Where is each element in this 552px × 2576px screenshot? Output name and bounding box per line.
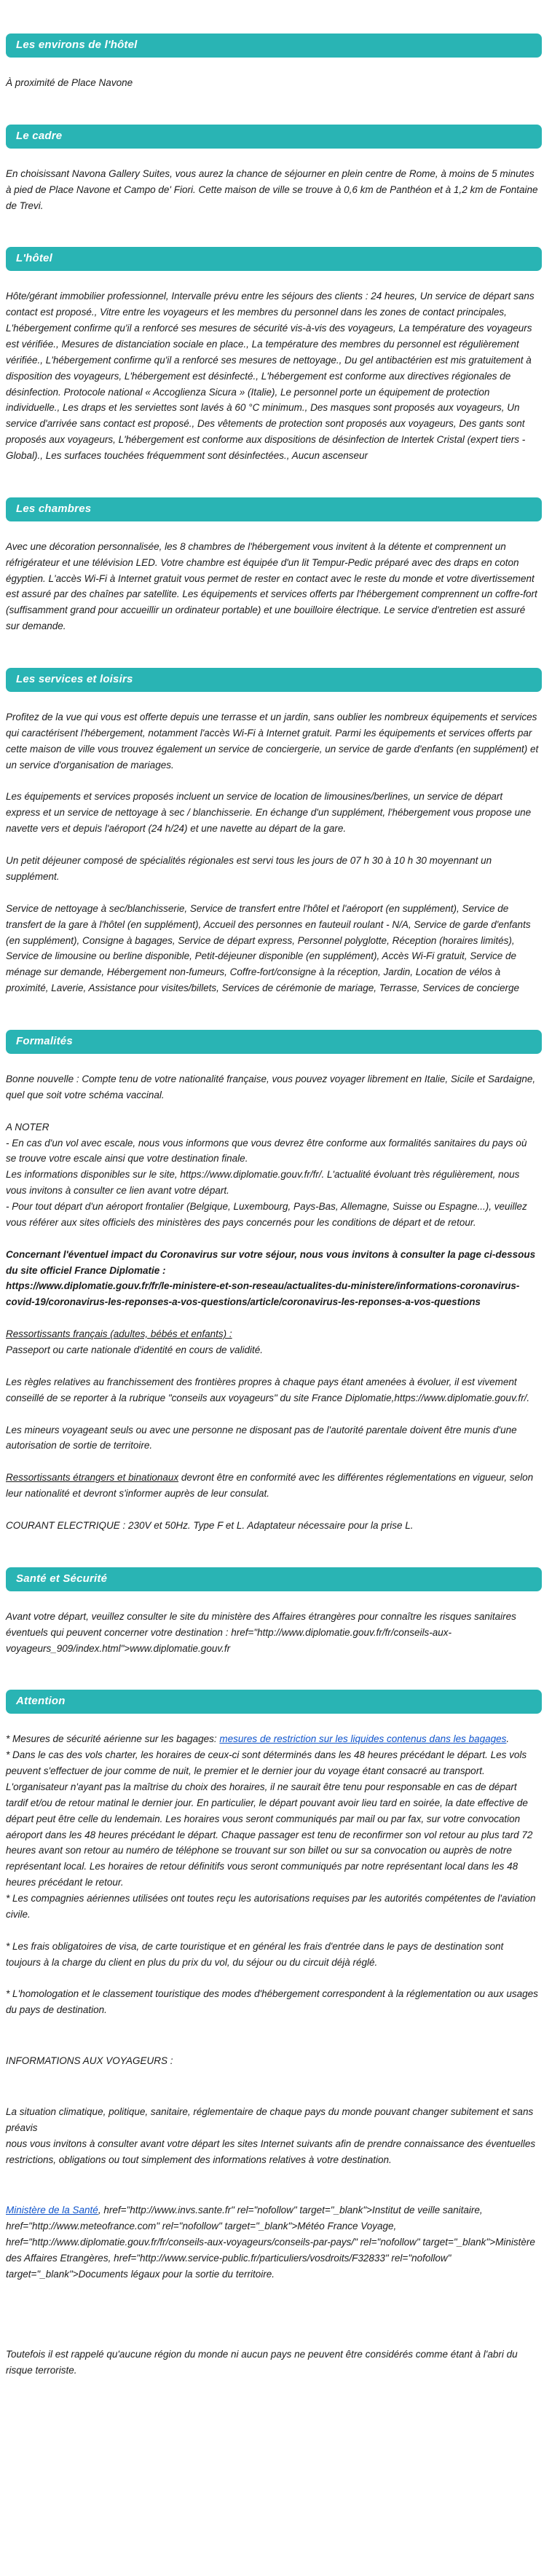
section-formalites-paragraph-9 — [6, 1342, 543, 1358]
section-formalites-paragraph-2 — [6, 1119, 543, 1135]
section-header-sante-securite — [6, 1567, 542, 1591]
text-run: - Pour tout départ d'un aéroport frontalier (Belgique, Luxembourg, Pays-Bas, Allemagne, Suisse ou Espagne...), veuillez vous référer aux sites officiels des ministères des pays concernés pour les conditions de départ et de retour. — [6, 1200, 527, 1228]
text-run: * Les frais obligatoires de visa, de carte touristique et en général les frais d'entrée dans le pays de destination sont toujours à la charge du client en plus du prix du vol, du séjour ou du circuit déjà réglé. — [6, 1940, 504, 1968]
section-header-environs — [6, 34, 542, 58]
section-services-loisirs-paragraph-2 — [6, 789, 543, 837]
text-run: * Mesures de sécurité aérienne sur les bagages: — [6, 1733, 220, 1745]
section-hotel-paragraph-1 — [6, 288, 543, 463]
text-run: Bonne nouvelle : Compte tenu de votre nationalité française, vous pouvez voyager librement en Italie, Sicile et Sardaigne, quel que soit votre schéma vaccinal. — [6, 1073, 536, 1100]
section-attention-paragraph-7 — [6, 2104, 543, 2136]
ministere-sante-link[interactable]: Ministère de la Santé — [6, 2205, 98, 2216]
text-run: Les équipements et services proposés incluent un service de location de limousines/berlines, un service de départ express et un service de nettoyage à sec / blanchisserie. En échange d'un supplément, l'hébergement vous propose une navette vers et depuis l'aéroport (24 h/24) et une navette au départ de la gare. — [6, 791, 532, 835]
section-header-services-loisirs — [6, 668, 542, 692]
text-run: nous vous invitons à consulter avant votre départ les sites Internet suivants afin de prendre connaissance des éventuelles restrictions, obligations ou tout simplement des informations relatives à votre destination. — [6, 2138, 536, 2165]
text-run: . — [506, 1733, 510, 1745]
section-formalites-paragraph-10 — [6, 1374, 543, 1406]
section-services-loisirs-paragraph-1 — [6, 709, 543, 773]
section-header-cadre — [6, 125, 542, 149]
section-title-chambres: Les chambres — [16, 502, 92, 515]
section-services-loisirs-paragraph-3 — [6, 853, 543, 885]
text-run: * Dans le cas des vols charter, les horaires de ceux-ci sont déterminés dans les 48 heures précédant le départ. Les vols peuvent s'effectuer de jour comme de nuit, le premier et le dernier jour du voyage étant consacré au transport. L'organisateur n'ayant pas la maîtrise du choix des horaires, il ne saurait être tenu pour responsable en cas de départ tardif et/ou de retour matinal le dernier jour. En particulier, le départ pouvant avoir lieu tard en soirée, la date effective de départ peut être celle du lendemain. Les horaires vous seront communiqués par mail ou par fax, sur votre convocation aéroport dans les 48 heures précédant le départ. Chaque passager est tenu de reconfirmer son vol retour au plus tard 72 heures avant son retour au numéro de téléphone se trouvant sur son billet ou sur sa convocation ou auprès de notre représentant local. Les horaires de retour définitifs vous seront communiqués par notre représentant local dans les 48 heures précédant le retour. — [6, 1749, 533, 1888]
section-attention-paragraph-4 — [6, 1939, 543, 1971]
section-formalites-paragraph-1 — [6, 1071, 543, 1103]
section-hotel — [6, 247, 543, 463]
section-environs-paragraph-1 — [6, 75, 543, 91]
text-run: A NOTER — [6, 1121, 50, 1133]
section-formalites-paragraph-4 — [6, 1167, 543, 1199]
section-services-loisirs-paragraph-4 — [6, 901, 543, 996]
section-title-environs: Les environs de l'hôtel — [16, 39, 138, 51]
section-title-hotel: L'hôtel — [16, 252, 52, 265]
text-run: En choisissant Navona Gallery Suites, vous aurez la chance de séjourner en plein centre de Rome, à moins de 5 minutes à pied de Place Navone et Campo de' Fiori. Cette maison de ville se trouve à 0,6 km de Panthéon et à 1,2 km de Fontaine de Trevi. — [6, 168, 538, 211]
section-formalites-paragraph-5 — [6, 1199, 543, 1231]
section-attention — [6, 1690, 543, 2378]
baggage-liquids-restrictions-link[interactable]: mesures de restriction sur les liquides contenus dans les bagages — [219, 1733, 507, 1745]
section-environs — [6, 34, 543, 91]
section-chambres — [6, 497, 543, 634]
section-attention-paragraph-10 — [6, 2347, 543, 2379]
section-title-formalites: Formalités — [16, 1034, 73, 1047]
text-run: * L'homologation et le classement touristique des modes d'hébergement correspondent à la réglementation ou aux usages du pays de destination. — [6, 1988, 538, 2016]
section-services-loisirs — [6, 668, 543, 996]
section-attention-paragraph-3 — [6, 1891, 543, 1923]
section-header-chambres — [6, 497, 542, 521]
section-formalites-paragraph-8 — [6, 1326, 543, 1342]
text-run: Les informations disponibles sur le site, https://www.diplomatie.gouv.fr/fr/. L'actualité évoluant très régulièrement, nous vous invitons à consulter ce lien avant votre départ. — [6, 1169, 520, 1197]
section-title-services-loisirs: Les services et loisirs — [16, 673, 133, 686]
text-run: INFORMATIONS AUX VOYAGEURS : — [6, 2055, 173, 2067]
section-title-sante-securite: Santé et Sécurité — [16, 1572, 108, 1585]
section-formalites-paragraph-12 — [6, 1470, 543, 1502]
section-formalites-paragraph-7 — [6, 1278, 543, 1310]
section-title-cadre: Le cadre — [16, 129, 63, 142]
section-cadre-paragraph-1 — [6, 166, 543, 214]
text-run: devront être en conformité avec les différentes réglementations en vigueur, selon leur nationalité et devront s'informer auprès de leur consulat. — [6, 1472, 534, 1500]
section-attention-paragraph-5 — [6, 1986, 543, 2018]
text-run: Passeport ou carte nationale d'identité en cours de validité. — [6, 1344, 264, 1355]
text-run: Profitez de la vue qui vous est offerte depuis une terrasse et un jardin, sans oublier les nombreux équipements et services qui caractérisent l'hébergement, notamment l'accès Wi-Fi à Internet gratuit. Parmi les équipements et services offerts par cette maison de ville vous trouvez également un service de conciergerie, un service de garde d'enfants (en supplément) et un service d'organisation de mariages. — [6, 712, 539, 771]
section-attention-paragraph-9 — [6, 2202, 543, 2282]
section-header-formalites — [6, 1030, 542, 1054]
text-run: Avec une décoration personnalisée, les 8 chambres de l'hébergement vous invitent à la détente et comprennent un réfrigérateur et une télévision LED. Votre chambre est équipée d'un lit Tempur-Pedic préparé avec des draps en coton égyptien. L'accès Wi-Fi à Internet gratuit vous permet de rester en contact avec le reste du monde et votre divertissement est assuré par des chaînes par satellite. Les équipements et services offerts par l'hébergement comprennent un coffre-fort (suffisamment grand pour accueillir un ordinateur portable) et une bouilloire électrique. Le service d'entretien est assuré sur demande. — [6, 540, 537, 632]
section-formalites-paragraph-3 — [6, 1135, 543, 1167]
section-chambres-paragraph-1 — [6, 539, 543, 634]
text-run: , href="http://www.invs.sante.fr" rel="nofollow" target="_blank">Institut de veille sanitaire, href="http://www.meteofrance.com" rel="nofollow" target="_blank">Météo France Voyage, href="http://www.diplomatie.gouv.fr/fr/conseils-aux-voyageurs/conseils-par-pays/" rel="nofollow" target="_blank">Ministère des Affaires Etrangères, href="http://www.service-public.fr/particuliers/vosdroits/F32833" rel="nofollow" target="_blank">Documents légaux pour la sortie du territoire. — [6, 2205, 535, 2280]
text-run: Avant votre départ, veuillez consulter le site du ministère des Affaires étrangères pour connaître les risques sanitaires éventuels qui peuvent concerner votre destination : href="http://www.diplomatie.gouv.fr/fr/conseils-aux-voyageurs_909/index.html">www.diplomatie.gouv.fr — [6, 1610, 516, 1654]
section-cadre — [6, 125, 543, 214]
text-run: Ressortissants français (adultes, bébés et enfants) : — [6, 1328, 232, 1340]
text-run: Les règles relatives au franchissement des frontières propres à chaque pays étant amenées à évoluer, il est vivement conseillé de se reporter à la rubrique "conseils aux voyageurs" du site France Diplomatie,https://www.diplomatie.gouv.fr/. — [6, 1376, 530, 1403]
text-run: Concernant l'éventuel impact du Coronavirus sur votre séjour, nous vous invitons à consulter la page ci-dessous du site officiel France Diplomatie : — [6, 1248, 536, 1276]
section-attention-paragraph-1 — [6, 1731, 543, 1747]
text-run: La situation climatique, politique, sanitaire, réglementaire de chaque pays du monde pouvant changer subitement et sans préavis — [6, 2106, 534, 2133]
text-run: - En cas d'un vol avec escale, nous vous informons que vous devrez être conforme aux formalités sanitaires du pays où se trouve votre escale ainsi que votre destination finale. — [6, 1137, 527, 1165]
section-header-hotel — [6, 247, 542, 271]
text-run: Service de nettoyage à sec/blanchisserie, Service de transfert entre l'hôtel et l'aéroport (en supplément), Service de transfert de la gare à l'hôtel (en supplément), Accueil des personnes en fauteuil roulant - N/A, Service de garde d'enfants (en supplément), Consigne à bagages, Service de départ express, Personnel polyglotte, Réception (horaires limités), Service de limousine ou berline disponible, Petit-déjeuner disponible (en supplément), Accès Wi-Fi gratuit, Service de ménage sur demande, Hébergement non-fumeurs, Coffre-fort/consigne à la réception, Jardin, Location de vélos à proximité, Laverie, Assistance pour visites/billets, Services de cérémonie de mariage, Terrasse, Services de concierge — [6, 902, 531, 994]
section-formalites-paragraph-11 — [6, 1422, 543, 1454]
section-attention-paragraph-8 — [6, 2136, 543, 2168]
text-run: * Les compagnies aériennes utilisées ont toutes reçu les autorisations requises par les autorités compétentes de l'aviation civile. — [6, 1893, 536, 1920]
section-formalites — [6, 1030, 543, 1534]
text-run: Toutefois il est rappelé qu'aucune région du monde ni aucun pays ne peuvent être considérés comme étant à l'abri du risque terroriste. — [6, 2348, 518, 2376]
text-run: COURANT ELECTRIQUE : 230V et 50Hz. Type F et L. Adaptateur nécessaire pour la prise L. — [6, 1519, 414, 1531]
text-run: Un petit déjeuner composé de spécialités régionales est servi tous les jours de 07 h 30 à 10 h 30 moyennant un supplément. — [6, 855, 492, 882]
text-run: À proximité de Place Navone — [6, 77, 133, 88]
section-formalites-paragraph-13 — [6, 1518, 543, 1534]
section-sante-securite-paragraph-1 — [6, 1609, 543, 1657]
section-attention-paragraph-6 — [6, 2053, 543, 2069]
text-run: Hôte/gérant immobilier professionnel, Intervalle prévu entre les séjours des clients : 24 heures, Un service de départ sans contact est proposé., Vitre entre les voyageurs et les membres du personnel dans les zones de contact principales, L'hébergement confirme qu'il a renforcé ses mesures de sécurité vis-à-vis des voyageurs, La température des voyageurs est vérifiée., Mesures de distanciation sociale en place., La température des membres du personnel est régulièrement vérifiée., L'hébergement confirme qu'il a renforcé ses mesures de nettoyage., Du gel antibactérien est mis gratuitement à disposition des voyageurs, L'hébergement est désinfecté., L'hébergement est conforme aux directives régionales de désinfection. Protocole national « Accoglienza Sicura » (Italie), Le personnel porte un équipement de protection individuelle., Les draps et les serviettes sont lavés à 60 °C minimum., Des masques sont proposés aux voyageurs, Un service d'arrivée sans contact est proposé., Des vêtements de protection sont proposés aux voyageurs, Des gants sont proposés aux voyageurs, L'hébergement est conforme aux dispositions de désinfection de Intertek Cristal (expert tiers - Global)., Les surfaces touchées fréquemment sont désinfectées., Aucun ascenseur — [6, 291, 535, 462]
text-run: Les mineurs voyageant seuls ou avec une personne ne disposant pas de l'autorité parentale doivent être munis d'une autorisation de sortie de territoire. — [6, 1424, 517, 1452]
section-sante-securite — [6, 1567, 543, 1657]
section-header-attention — [6, 1690, 542, 1714]
section-title-attention: Attention — [16, 1695, 66, 1708]
text-run: Ressortissants étrangers et binationaux — [6, 1472, 179, 1484]
section-formalites-paragraph-6 — [6, 1247, 543, 1279]
text-run: https://www.diplomatie.gouv.fr/fr/le-ministere-et-son-reseau/actualites-du-ministere/informations-coronavirus-covid-19/coronavirus-les-reponses-a-vos-questions/article/coronavirus-les-reponses-a-vos-questions — [6, 1280, 520, 1308]
section-attention-paragraph-2 — [6, 1747, 543, 1891]
